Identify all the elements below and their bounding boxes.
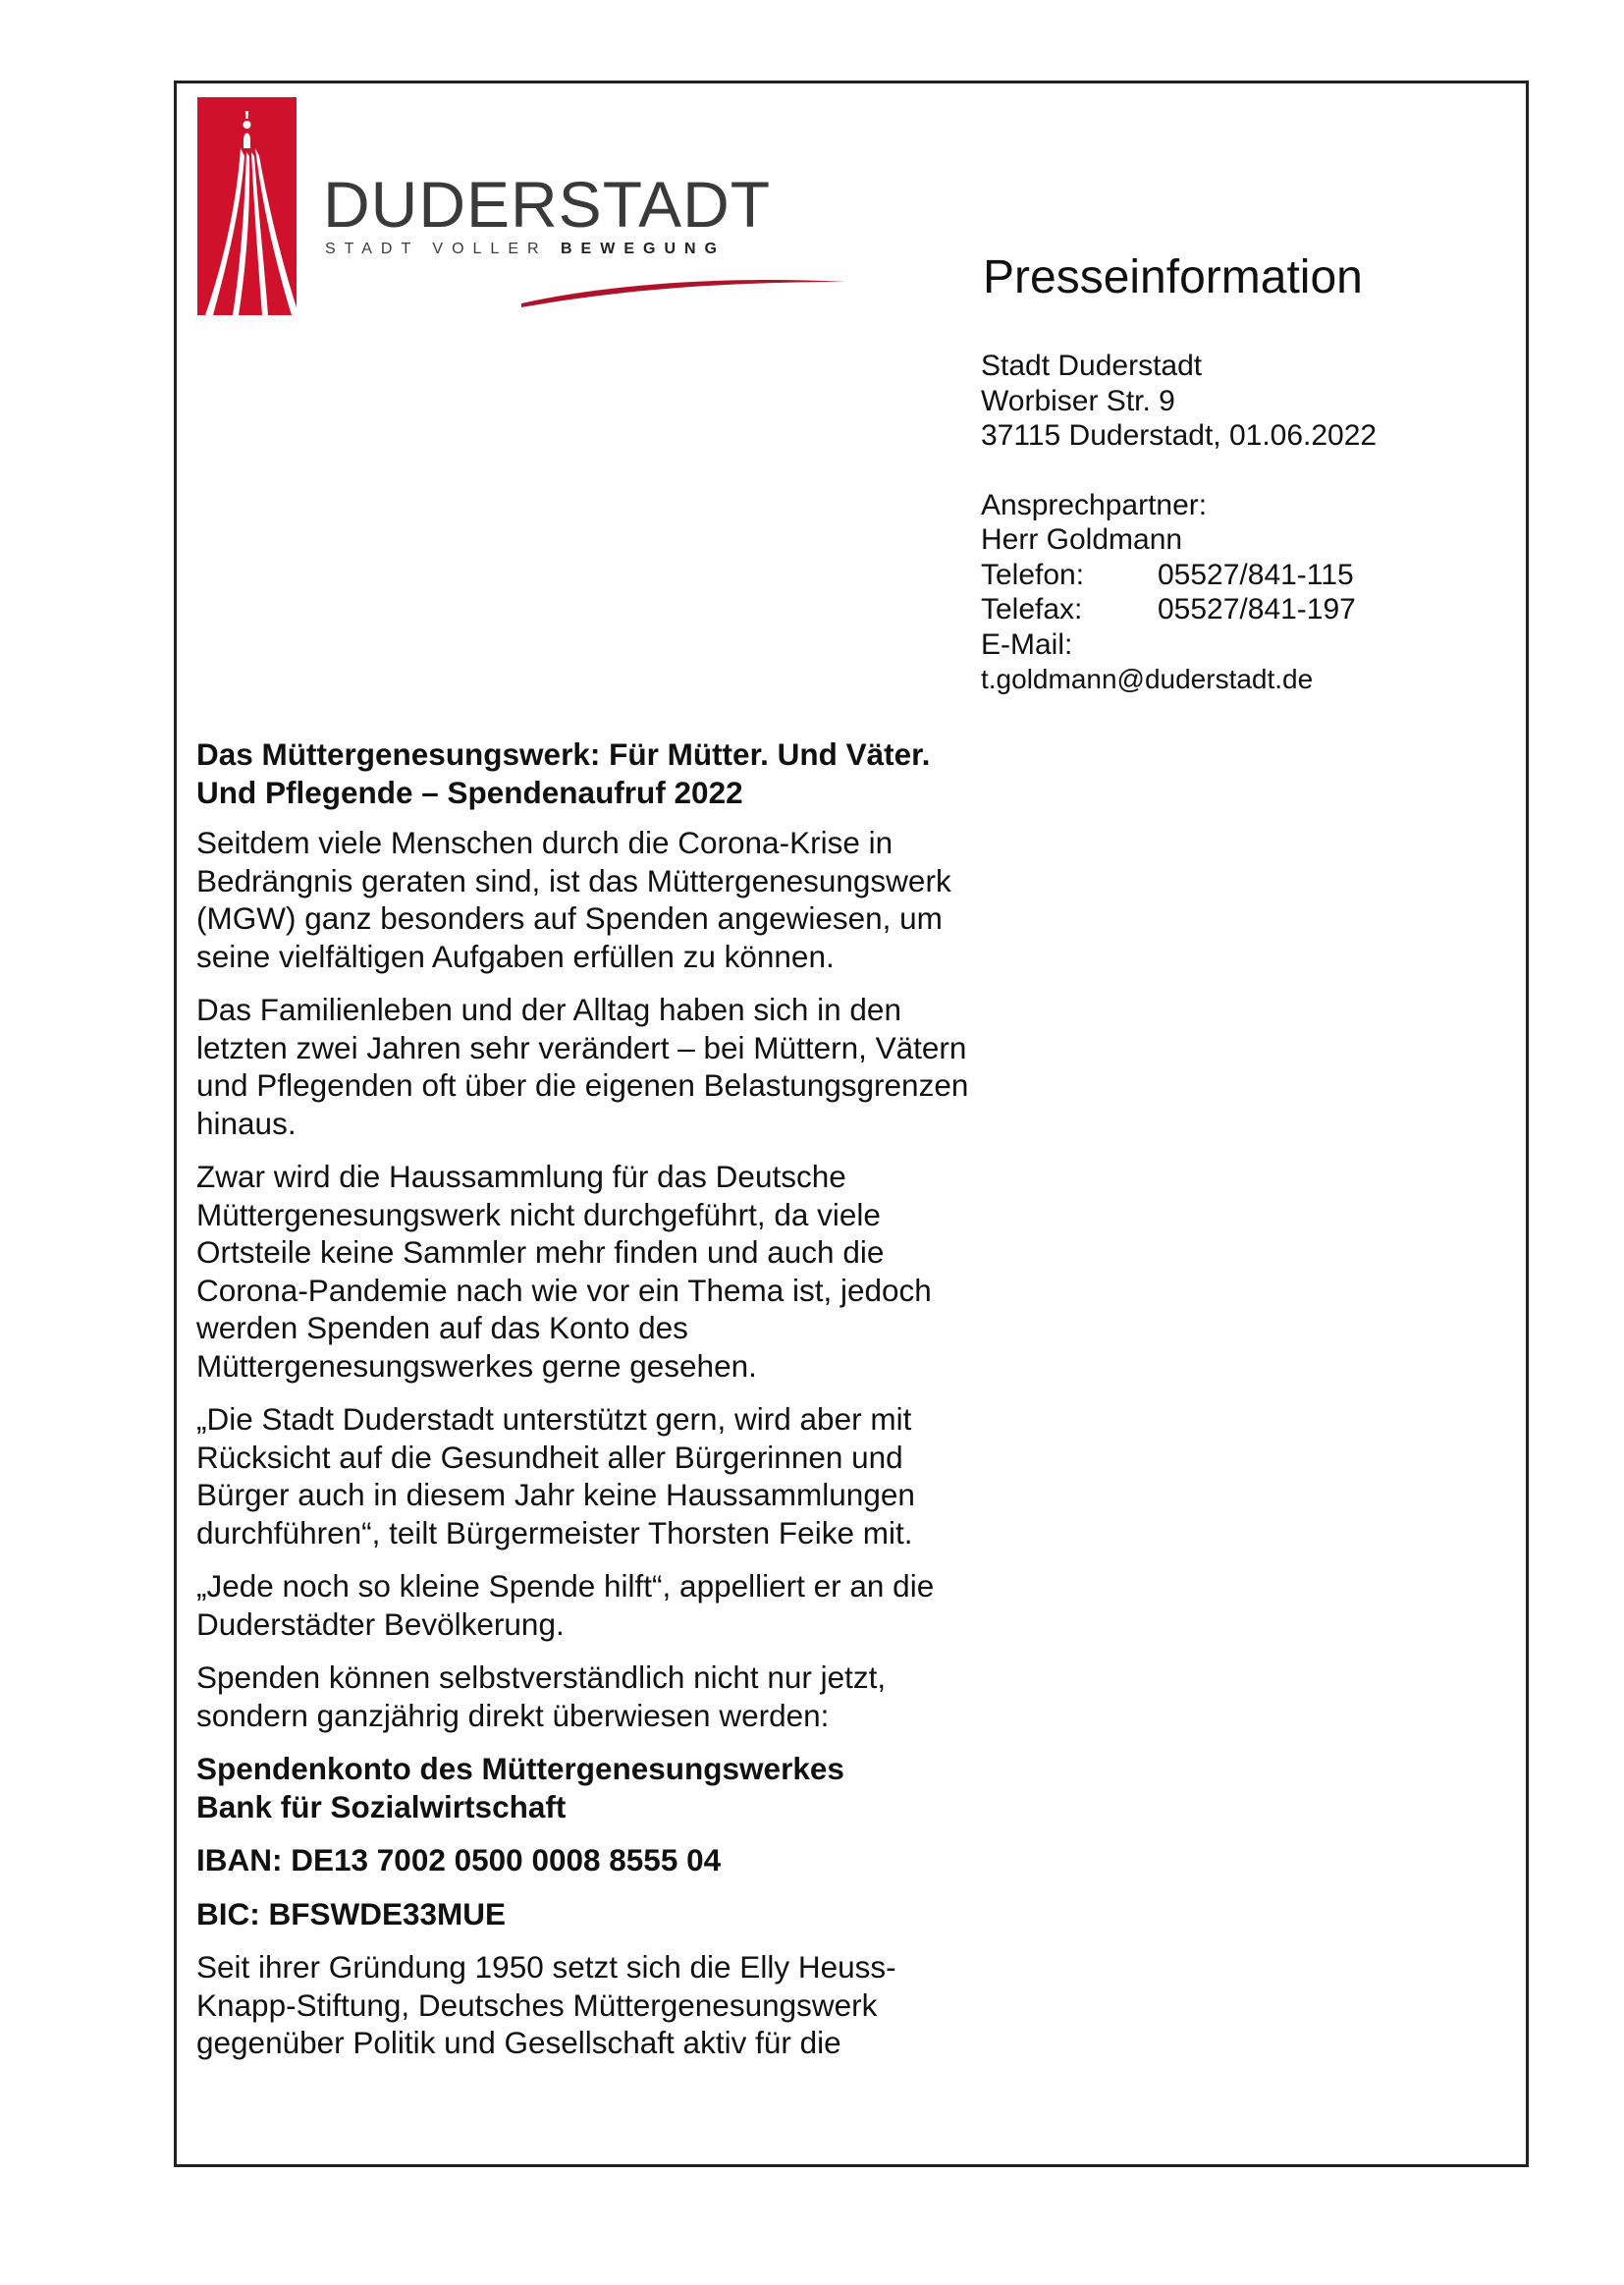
page-title: Presseinformation <box>983 251 1363 303</box>
article-paragraph: Seitdem viele Menschen durch die Corona-Krise in Bedrängnis geraten sind, ist das Müttergenesungswerk (MGW) ganz besonders auf Spenden angewiesen, um seine vielfältigen Aufgaben erfüllen zu können. <box>196 825 951 974</box>
contact-name: Herr Goldmann <box>981 523 1183 556</box>
fax-value: 05527/841-197 <box>1158 593 1356 626</box>
logo-swoosh-icon <box>521 268 845 307</box>
article-headline: Das Müttergenesungswerk: Für Mütter. Und Väter. Und Pflegende – Spendenaufruf 2022 <box>196 736 931 810</box>
article-closing: Seit ihrer Gründung 1950 setzt sich die Elly Heuss-Knapp-Stiftung, Deutsches Müttergenesungswerk gegenüber Politik und Gesellschaft aktiv für die <box>196 1949 896 2060</box>
spacer <box>981 454 1491 488</box>
article-paragraph: Spenden können selbstverständlich nicht nur jetzt, sondern ganzjährig direkt überwiesen werden: <box>196 1659 887 1733</box>
article-paragraph: Das Familienleben und der Alltag haben sich in den letzten zwei Jahren sehr verändert – bei Müttern, Vätern und Pflegenden oft über die eigenen Belastungsgrenzen hinaus. <box>196 992 969 1141</box>
logo-tagline <box>325 241 726 258</box>
address-line: Stadt Duderstadt <box>981 350 1203 382</box>
email-link[interactable]: t.goldmann@duderstadt.de <box>981 664 1314 694</box>
email-label: E-Mail: <box>981 627 1073 661</box>
fax-label: Telefax: <box>981 593 1083 626</box>
article <box>196 735 982 2078</box>
fax-row <box>981 592 1491 627</box>
logo-wordmark: DUDERSTADT <box>323 168 772 241</box>
bank-account <box>196 1750 982 1825</box>
address-line: Worbiser Str. 9 <box>981 384 1175 417</box>
tagline-bold: BEWEGUNG <box>561 241 726 257</box>
article-paragraph: Zwar wird die Haussammlung für das Deutsche Müttergenesungswerk nicht durchgeführt, da viele Ortsteile keine Sammler mehr finden und auch die Corona-Pandemie nach wie vor ein Thema ist, jedoch werden Spenden auf das Konto des Müttergenesungswerkes gerne gesehen. <box>196 1159 932 1384</box>
phone-label: Telefon: <box>981 558 1085 591</box>
phone-value: 05527/841-115 <box>1158 558 1354 591</box>
article-paragraph: „Jede noch so kleine Spende hilft“, appelliert er an die Duderstädter Bevölkerung. <box>196 1568 935 1642</box>
bic: BIC: BFSWDE33MUE <box>196 1895 507 1931</box>
bank-line-1: Spendenkonto des Müttergenesungswerkes <box>196 1751 844 1786</box>
bank-line-2: Bank für Sozialwirtschaft <box>196 1788 567 1824</box>
contact-block <box>981 349 1491 697</box>
address-line: 37115 Duderstadt, 01.06.2022 <box>981 419 1378 452</box>
phone-row <box>981 558 1491 593</box>
tagline-regular: STADT VOLLER <box>325 241 561 257</box>
iban: IBAN: DE13 7002 0500 0008 8555 04 <box>196 1842 722 1877</box>
article-paragraph: „Die Stadt Duderstadt unterstützt gern, wird aber mit Rücksicht auf die Gesundheit aller Bürgerinnen und Bürger auch in diesem Jahr keine Haussammlungen durchführen“, teilt Bürgermeister Thorsten Feike mit. <box>196 1401 915 1551</box>
duderstadt-logo <box>197 97 845 318</box>
contact-label: Ansprechpartner: <box>981 488 1208 521</box>
logo-mark-icon <box>197 97 297 315</box>
